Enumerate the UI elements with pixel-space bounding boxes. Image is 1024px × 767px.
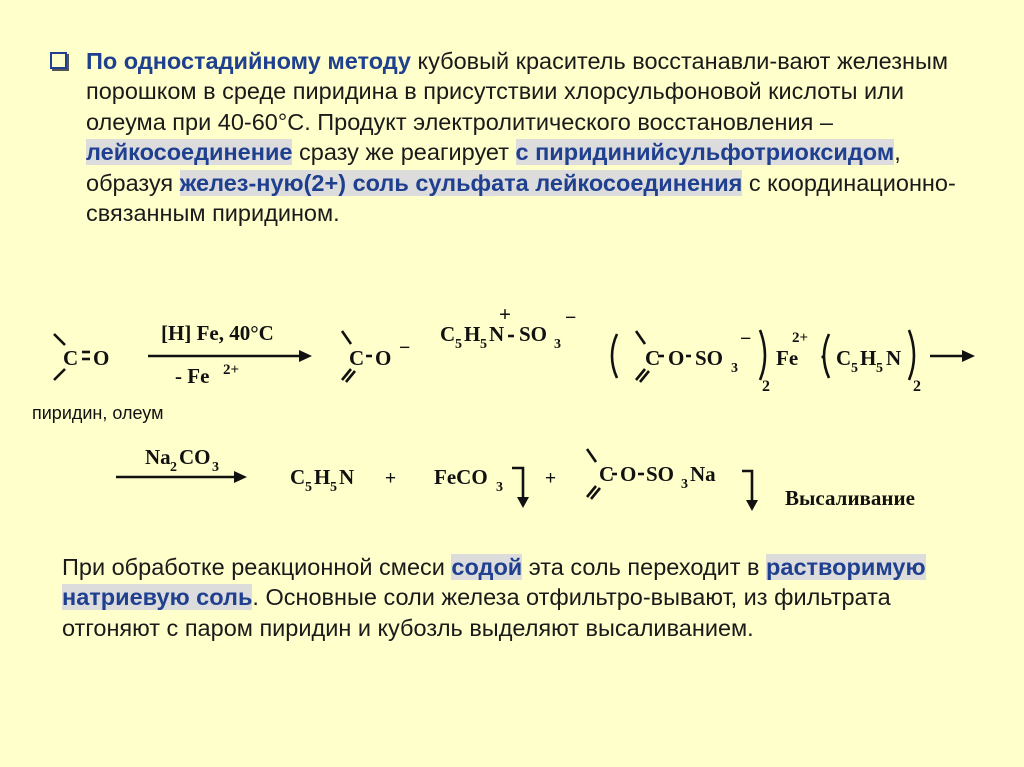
solvent-label: пиридин, олеум (32, 403, 164, 423)
text-segment: эта соль переходит в (522, 554, 767, 580)
sodium-salt-carbon: C (599, 462, 615, 486)
bracket-subscript: 2 (913, 378, 921, 395)
sodium-salt-so-sub: 3 (681, 477, 688, 492)
reagent-hydrogen: H (464, 322, 481, 346)
salting-out-label: Высаливание (785, 486, 915, 510)
sodium-salt-na: Na (690, 462, 716, 486)
product-carbon: C (645, 346, 661, 370)
product-pyridine-carbon-sub: 5 (851, 361, 858, 376)
intermediate-carbon: C (349, 346, 365, 370)
text-segment: При обработке реакционной смеси (62, 554, 452, 580)
reactant-oxygen: O (93, 346, 110, 370)
product-minus-charge: − (740, 328, 752, 350)
text-segment: сразу же реагирует (292, 139, 516, 166)
term-pyridinium-sulfotrioxide: с пиридинийсульфотриоксидом (515, 139, 895, 166)
product-oxygen: O (668, 346, 685, 370)
intermediate-minus-charge: − (399, 337, 411, 359)
pyridine-hydrogen-sub: 5 (330, 480, 337, 495)
term-leuco-compound: лейкосоединение (86, 139, 293, 166)
product-pyridine-hydrogen: H (860, 346, 877, 370)
reagent-minus-charge: − (565, 307, 577, 329)
soda-sodium-sub: 2 (170, 460, 177, 475)
reagent-so: SO (519, 322, 548, 346)
plus-sign: + (545, 468, 557, 489)
soda-co: CO (179, 445, 211, 469)
term-iron-salt: желез-ную(2+) соль сульфата лейкосоединения (179, 169, 743, 196)
iron-carbonate: FeCO (434, 465, 488, 489)
plus-sign: + (385, 468, 397, 489)
text-segment: кубовый краситель восстанавли-вают железным порошком в среде пиридина в присутствии хлорсульфоновой кислоты или олеума при 40-60°С. Продукт электролитического восстановления – (86, 48, 949, 135)
pyridine-nitrogen: N (339, 465, 355, 489)
condition-top: [H] Fe, 40°C (161, 321, 274, 345)
term-sodium-salt: растворимую натриевую соль (62, 554, 926, 611)
product-iron: Fe (776, 346, 799, 370)
product-so-sub: 3 (731, 361, 738, 376)
pyridine-hydrogen: H (314, 465, 331, 489)
product-so: SO (695, 346, 724, 370)
pyridine-carbon-sub: 5 (305, 480, 312, 495)
soda-sodium: Na (145, 445, 171, 469)
reagent-so-sub: 3 (554, 337, 561, 352)
text-segment: с координационно-связанным пиридином. (86, 169, 956, 227)
reagent-hydrogen-sub: 5 (480, 337, 487, 352)
condition-bottom-charge: 2+ (223, 362, 240, 378)
reagent-plus-charge: + (499, 302, 511, 326)
bracket-subscript: 2 (762, 378, 770, 395)
reagent-nitrogen: N (489, 322, 505, 346)
product-pyridine-carbon: C (836, 346, 852, 370)
pyridine-carbon: C (290, 465, 306, 489)
soda-co-sub: 3 (212, 460, 219, 475)
reagent-carbon: C (440, 322, 456, 346)
sodium-salt-oxygen: O (620, 462, 637, 486)
term-soda: содой (451, 554, 523, 580)
text-segment: , образуя (86, 139, 901, 196)
condition-bottom: - Fe (175, 364, 210, 388)
sodium-salt-so: SO (646, 462, 675, 486)
product-iron-charge: 2+ (792, 330, 809, 346)
intermediate-oxygen: O (375, 346, 392, 370)
text-segment: . Основные соли железа отфильтро-вывают, из фильтрата отгоняют с паром пиридин и кубозль выделяют высаливанием. (62, 584, 891, 641)
reagent-carbon-sub: 5 (455, 337, 462, 352)
reactant-carbon: C (63, 346, 79, 370)
lead-term: По одностадийному методу (86, 48, 412, 74)
paragraph-conclusion (62, 552, 962, 643)
product-pyridine-hydrogen-sub: 5 (876, 361, 883, 376)
product-pyridine-nitrogen: N (886, 346, 902, 370)
iron-carbonate-sub: 3 (496, 480, 503, 495)
